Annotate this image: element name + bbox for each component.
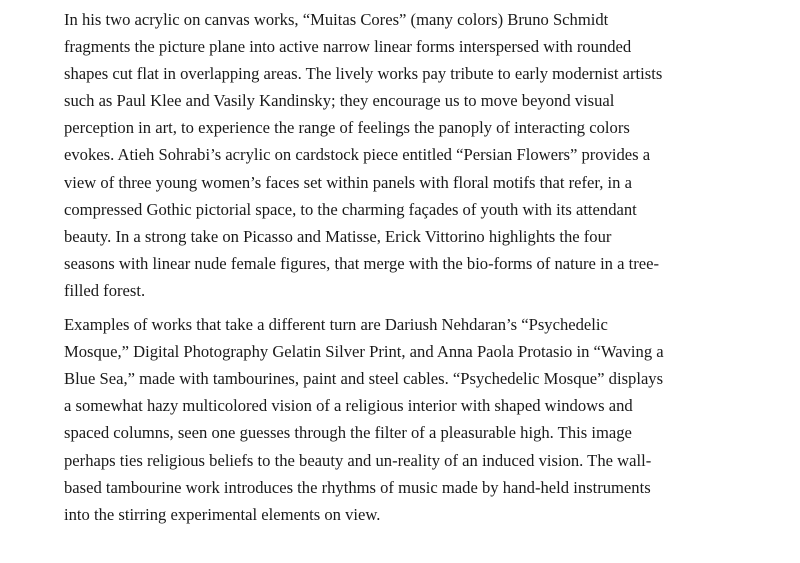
text-line: In his two acrylic on canvas works, “Muitas Cores” (many colors) Bruno Schmidt: [64, 10, 609, 29]
paragraph-2: [64, 311, 746, 528]
paragraph-1: [64, 6, 746, 304]
text-line: into the stirring experimental elements on view.: [64, 504, 381, 524]
text-line: spaced columns, seen one guesses through the filter of a pleasurable high. This image: [64, 423, 632, 443]
text-line: filled forest.: [64, 280, 146, 300]
text-line: Mosque,” Digital Photography Gelatin Silver Print, and Anna Paola Protasio in “Waving a: [64, 342, 664, 362]
text-line: evokes. Atieh Sohrabi’s acrylic on cardstock piece entitled “Persian Flowers” provides a: [64, 145, 651, 165]
article-body: [64, 6, 746, 528]
text-line: fragments the picture plane into active narrow linear forms interspersed with rounded: [64, 37, 632, 57]
text-line: shapes cut flat in overlapping areas. The lively works pay tribute to early modernist artists: [64, 64, 663, 84]
text-line: compressed Gothic pictorial space, to the charming façades of youth with its attendant: [64, 199, 637, 219]
text-line: based tambourine work introduces the rhythms of music made by hand-held instruments: [64, 477, 651, 497]
text-line: perception in art, to experience the range of feelings the panoply of interacting colors: [64, 118, 630, 138]
text-line: seasons with linear nude female figures, that merge with the bio-forms of nature in a tree-: [64, 253, 660, 273]
text-line: such as Paul Klee and Vasily Kandinsky; they encourage us to move beyond visual: [64, 91, 615, 111]
text-line: perhaps ties religious beliefs to the beauty and un-reality of an induced vision. The wall-: [64, 450, 652, 470]
text-line: view of three young women’s faces set within panels with floral motifs that refer, in a: [64, 172, 632, 192]
text-line: beauty. In a strong take on Picasso and Matisse, Erick Vittorino highlights the four: [64, 226, 612, 246]
text-line: a somewhat hazy multicolored vision of a religious interior with shaped windows and: [64, 396, 633, 416]
text-line: Examples of works that take a different turn are Dariush Nehdaran’s “Psychedelic: [64, 315, 608, 335]
text-line: Blue Sea,” made with tambourines, paint and steel cables. “Psychedelic Mosque” displays: [64, 369, 664, 389]
